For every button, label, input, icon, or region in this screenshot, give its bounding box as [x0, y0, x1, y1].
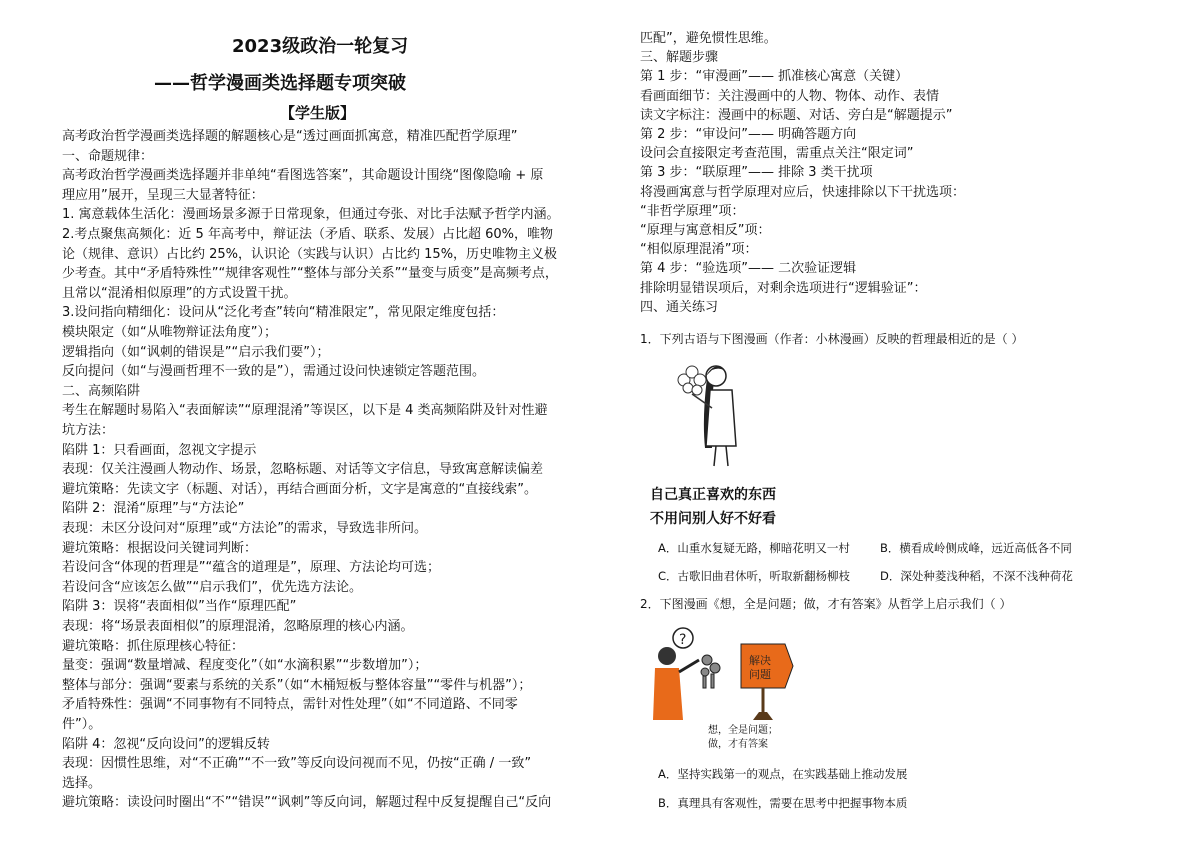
- right-text-line: 匹配”，避免惯性思维。: [640, 31, 777, 46]
- q1-option-d: D．深处种菱浅种稻，不深不浅种荷花: [880, 569, 1073, 583]
- left-text-line: 避坑策略：读设问时圈出“不”“错误”“讽刺”等反向词，解题过程中反复提醒自己“反向: [62, 795, 552, 811]
- question-1-stem: 1．下列古语与下图漫画（作者：小林漫画）反映的哲理最相近的是（ ）: [640, 332, 1024, 346]
- right-text-line: 第 2 步：“审设问”—— 明确答题方向: [640, 127, 857, 142]
- edition-label: 【学生版】: [280, 104, 356, 122]
- left-text-line: 逻辑指向（如“讽刺的错误是”“启示我们要”）；: [62, 344, 330, 360]
- woman-with-flowers-cartoon: [672, 358, 762, 468]
- right-text-line: 将漫画寓意与哲学原理对应后，快速排除以下干扰选项：: [640, 184, 966, 200]
- left-text-line: 高考政治哲学漫画类选择题并非单纯“看图选答案”，其命题设计围绕“图像隐喻 + 原: [62, 168, 544, 184]
- left-text-line: 且常以“混淆相似原理”的方式设置干扰。: [62, 285, 297, 301]
- left-text-line: 避坑策略：根据设问关键词判断：: [62, 540, 258, 556]
- right-text-line: 四、通关练习: [640, 299, 719, 315]
- left-text-line: 3.设问指向精细化：设问从“泛化考查”转向“精准限定”，常见限定维度包括：: [62, 305, 505, 321]
- right-text-line: 第 1 步：“审漫画”—— 抓准核心寓意（关键）: [640, 69, 909, 85]
- page-subtitle: ——哲学漫画类选择题专项突破: [154, 73, 406, 94]
- left-text-line: 1. 寓意载体生活化：漫画场景多源于日常现象，但通过夸张、对比手法赋予哲学内涵。: [62, 207, 560, 223]
- left-text-line: 考生在解题时易陷入“表面解读”“原理混淆”等误区，以下是 4 类高频陷阱及针对性避: [62, 403, 548, 419]
- cartoon-1-caption-line2: 不用问别人好不好看: [650, 511, 776, 527]
- right-text-line: 排除明显错误项后，对剩余选项进行“逻辑验证”：: [640, 280, 927, 296]
- think-and-do-cartoon: [645, 620, 805, 730]
- left-text-line: 整体与部分：强调“要素与系统的关系”（如“木桶短板与整体容量”“零件与机器”）；: [62, 677, 532, 693]
- left-text-line: 论（规律、意识）占比约 25%，认识论（实践与认识）占比约 15%，历史唯物主义极: [62, 246, 558, 262]
- cartoon-2-caption-line1: 想，全是问题；: [708, 725, 778, 736]
- left-text-line: 反向提问（如“与漫画哲理不一致的是”），需通过设问快速锁定答题范围。: [62, 364, 485, 380]
- left-text-line: 2.考点聚焦高频化：近 5 年高考中，辩证法（矛盾、联系、发展）占比超 60%，唯物: [62, 227, 553, 242]
- q2-option-a: A．坚持实践第一的观点，在实践基础上推动发展: [658, 767, 908, 781]
- left-text-line: 陷阱 2：混淆“原理”与“方法论”: [62, 501, 245, 517]
- left-text-line: 陷阱 4：忽视“反向设问”的逻辑反转: [62, 736, 270, 752]
- right-text-line: 看画面细节：关注漫画中的人物、物体、动作、表情: [640, 88, 940, 104]
- left-text-line: 二、高频陷阱: [62, 383, 141, 399]
- question-2-stem: 2．下图漫画《想，全是问题；做，才有答案》从哲学上启示我们（ ）: [640, 597, 1012, 611]
- right-text-line: 第 4 步：“验选项”—— 二次验证逻辑: [640, 261, 857, 277]
- svg-text:问题: 问题: [749, 668, 771, 681]
- left-text-line: 若设问含“体现的哲理是”“蕴含的道理是”，原理、方法论均可选；: [62, 560, 440, 576]
- cartoon-2-caption-line2: 做，才有答案: [708, 739, 768, 750]
- solve-problem-sign-text: 解决: [749, 654, 771, 667]
- left-text-line: 避坑策略：先读文字（标题、对话），再结合画面分析，文字是寓意的“直接线索”。: [62, 481, 537, 497]
- q1-option-b: B．横看成岭侧成峰，远近高低各不同: [880, 541, 1072, 555]
- left-text-line: 表现：将“场景表面相似”的原理混淆，忽略原理的核心内涵。: [62, 619, 414, 634]
- left-text-line: 量变：强调“数量增减、程度变化”（如“水滴积累”“步数增加”）；: [62, 658, 428, 674]
- page-title: 2023级政治一轮复习: [232, 36, 409, 57]
- right-text-line: 三、解题步骤: [640, 50, 719, 66]
- cartoon-1-caption-line1: 自己真正喜欢的东西: [650, 487, 776, 503]
- left-text-line: 坑方法：: [62, 423, 115, 438]
- q1-option-c: C．古歌旧曲君休听，听取新翻杨柳枝: [658, 569, 851, 583]
- left-text-line: 表现：未区分设问对“原理”或“方法论”的需求，导致选非所问。: [62, 521, 427, 536]
- left-text-line: 陷阱 3：误将“表面相似”当作“原理匹配”: [62, 599, 297, 615]
- left-text-line: 选择。: [62, 775, 102, 791]
- right-text-line: “相似原理混淆”项：: [640, 242, 758, 258]
- left-text-line: 表现：因惯性思维，对“不正确”“不一致”等反向设问视而不见，仍按“正确 / 一致”: [62, 756, 532, 772]
- left-text-line: 表现：仅关注漫画人物动作、场景，忽略标题、对话等文字信息，导致寓意解读偏差: [62, 462, 544, 478]
- right-text-line: 设问会直接限定考查范围，需重点关注“限定词”: [640, 146, 914, 162]
- left-text-line: 高考政治哲学漫画类选择题的解题核心是“透过画面抓寓意，精准匹配哲学原理”: [62, 129, 518, 144]
- left-text-line: 若设问含“应该怎么做”“启示我们”，优先选方法论。: [62, 579, 362, 595]
- left-text-line: 矛盾特殊性：强调“不同事物有不同特点，需针对性处理”（如“不同道路、不同零: [62, 697, 518, 713]
- right-text-line: 第 3 步：“联原理”—— 排除 3 类干扰项: [640, 165, 873, 181]
- left-text-line: 少考查。其中“矛盾特殊性”“规律客观性”“整体与部分关系”“量变与质变”是高频考点，: [62, 266, 558, 282]
- left-text-line: 模块限定（如“从唯物辩证法角度”）；: [62, 325, 277, 340]
- q1-option-a: A．山重水复疑无路，柳暗花明又一村: [658, 541, 850, 555]
- q2-option-b: B．真理具有客观性，需要在思考中把握事物本质: [658, 796, 908, 810]
- right-text-line: “非哲学原理”项：: [640, 203, 745, 219]
- svg-text:?: ?: [679, 632, 687, 648]
- left-text-line: 避坑策略：抓住原理核心特征：: [62, 638, 245, 654]
- left-text-line: 理应用”展开，呈现三大显著特征：: [62, 187, 264, 203]
- left-text-line: 一、命题规律：: [62, 148, 154, 164]
- left-text-line: 件”）。: [62, 717, 102, 732]
- right-text-line: 读文字标注：漫画中的标题、对话、旁白是“解题提示”: [640, 107, 953, 123]
- right-text-line: “原理与寓意相反”项：: [640, 223, 771, 238]
- left-text-line: 陷阱 1：只看画面，忽视文字提示: [62, 442, 257, 458]
